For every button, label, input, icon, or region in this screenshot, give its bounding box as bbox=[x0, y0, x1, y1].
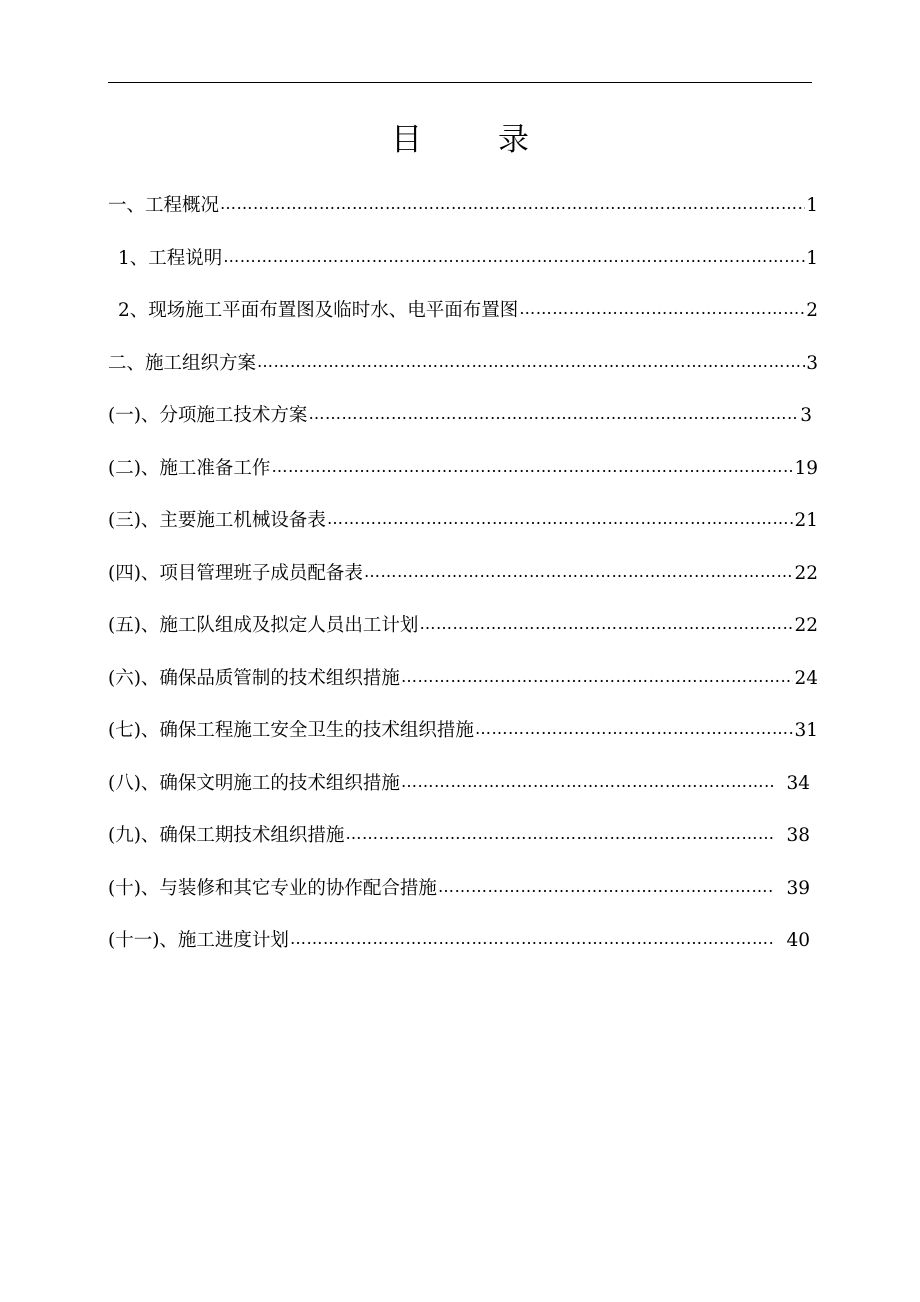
toc-entry[interactable] bbox=[108, 394, 818, 447]
toc-entry[interactable] bbox=[108, 289, 818, 342]
toc-entry-label: (十一)、施工进度计划 bbox=[108, 930, 289, 951]
toc-entry-label: (三)、主要施工机械设备表 bbox=[108, 510, 326, 531]
toc-entry[interactable] bbox=[108, 184, 818, 237]
toc-entry[interactable] bbox=[108, 814, 818, 867]
toc-entry-page: 38 bbox=[786, 825, 810, 846]
toc-entry-page: 3 bbox=[800, 405, 812, 426]
toc-entry-label: 二、施工组织方案 bbox=[108, 352, 257, 374]
toc-entry[interactable] bbox=[108, 237, 818, 290]
dot-leader bbox=[419, 602, 793, 646]
dot-leader bbox=[257, 340, 805, 384]
toc-entry-page: 31 bbox=[794, 720, 818, 741]
dot-leader bbox=[438, 865, 776, 909]
header-rule bbox=[108, 82, 812, 83]
toc-entry[interactable] bbox=[108, 447, 818, 500]
toc-entry[interactable] bbox=[108, 709, 818, 762]
toc-entry-label: (九)、确保工期技术组织措施 bbox=[108, 825, 345, 846]
dot-leader bbox=[401, 655, 794, 699]
toc-entry-label: (十)、与装修和其它专业的协作配合措施 bbox=[108, 877, 437, 899]
toc-entry-label: (二)、施工准备工作 bbox=[108, 457, 271, 479]
dot-leader bbox=[327, 497, 794, 541]
toc-entry-label: (六)、确保品质管制的技术组织措施 bbox=[108, 667, 400, 689]
dot-leader bbox=[364, 550, 794, 594]
toc-entry-label: (七)、确保工程施工安全卫生的技术组织措施 bbox=[108, 720, 474, 741]
toc-entry[interactable] bbox=[108, 604, 818, 657]
dot-leader bbox=[271, 445, 793, 489]
toc-entry-label: 一、工程概况 bbox=[108, 195, 220, 216]
toc-entry-page: 22 bbox=[794, 562, 818, 584]
dot-leader bbox=[475, 707, 794, 751]
toc-entry-page: 22 bbox=[794, 615, 818, 636]
toc-entry[interactable] bbox=[108, 919, 818, 972]
dot-leader bbox=[345, 812, 775, 856]
dot-leader bbox=[308, 392, 799, 436]
dot-leader bbox=[223, 235, 805, 279]
toc-entry-page: 40 bbox=[786, 930, 810, 951]
toc-entry[interactable] bbox=[108, 762, 818, 815]
toc-title: 目录 bbox=[391, 122, 605, 158]
toc-entry-page: 39 bbox=[786, 877, 810, 899]
dot-leader bbox=[401, 760, 776, 804]
toc-entry-page: 1 bbox=[806, 195, 818, 216]
toc-entry[interactable] bbox=[108, 552, 818, 605]
dot-leader bbox=[519, 287, 805, 331]
toc-entry[interactable] bbox=[108, 499, 818, 552]
dot-leader bbox=[290, 917, 776, 961]
toc-entry-label: (八)、确保文明施工的技术组织措施 bbox=[108, 772, 400, 794]
toc-entry-page: 34 bbox=[786, 772, 810, 794]
toc-entry-page: 21 bbox=[794, 510, 818, 531]
toc-entry-page: 19 bbox=[794, 457, 818, 479]
toc-entry-page: 3 bbox=[806, 352, 818, 374]
dot-leader bbox=[220, 182, 805, 226]
toc-entry-label: (一)、分项施工技术方案 bbox=[108, 405, 308, 426]
toc-entry-page: 1 bbox=[806, 247, 818, 269]
toc-entry[interactable] bbox=[108, 657, 818, 710]
toc-list bbox=[108, 184, 818, 972]
toc-entry[interactable] bbox=[108, 342, 818, 395]
toc-entry-label: 2、现场施工平面布置图及临时水、电平面布置图 bbox=[118, 300, 519, 321]
toc-entry-page: 2 bbox=[806, 300, 818, 321]
toc-entry-label: 1、工程说明 bbox=[118, 247, 223, 269]
toc-entry-page: 24 bbox=[794, 667, 818, 689]
toc-entry[interactable] bbox=[108, 867, 818, 920]
toc-entry-label: (五)、施工队组成及拟定人员出工计划 bbox=[108, 615, 419, 636]
toc-entry-label: (四)、项目管理班子成员配备表 bbox=[108, 562, 363, 584]
